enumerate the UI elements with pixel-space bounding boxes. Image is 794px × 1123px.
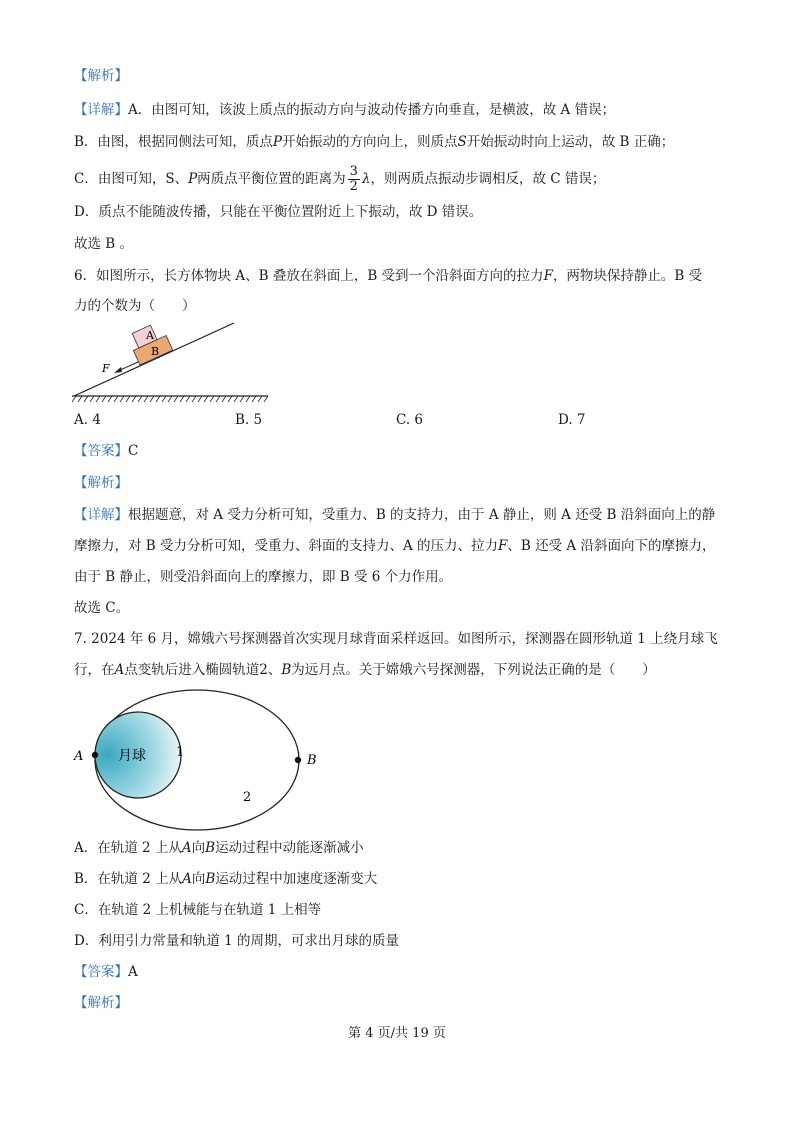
var-b: B xyxy=(205,840,216,856)
var-a: A xyxy=(181,840,192,856)
block-a-label: A xyxy=(146,329,154,342)
fraction-denominator: 2 xyxy=(349,179,358,194)
q6-choice-d: D. 7 xyxy=(558,412,586,428)
text: 摩擦力，对 B 受力分析可知，受重力、斜面的支持力、A 的压力、拉力 xyxy=(74,538,499,554)
var-f: F xyxy=(498,538,508,554)
text: 行，在 xyxy=(74,662,115,678)
q7-analysis-tag: 【解析】 xyxy=(74,995,128,1011)
q7-option-d: D．利用引力常量和轨道 1 的周期，可求出月球的质量 xyxy=(74,933,399,949)
fraction-numerator: 3 xyxy=(349,164,358,179)
q6-detail-1 xyxy=(74,505,715,525)
q7-option-c: C．在轨道 2 上机械能与在轨道 1 上相等 xyxy=(74,902,322,918)
text: 两质点平衡位置的距离为 xyxy=(197,171,346,187)
var-f: F xyxy=(543,268,553,284)
var-a: A xyxy=(182,871,192,887)
q7-option-b xyxy=(74,869,377,889)
q6-stem-1 xyxy=(74,266,702,286)
q7-option-a xyxy=(74,838,364,858)
point-b-label: B xyxy=(307,753,317,768)
q6-detail-2 xyxy=(74,536,715,556)
answer-value: A xyxy=(128,964,138,980)
q5-line-a-text: A．由图可知，该波上质点的振动方向与波动传播方向垂直，是横波，故 A 错误； xyxy=(128,102,616,118)
q6-stem-2: 力的个数为（ ） xyxy=(74,298,196,314)
text: B．在轨道 2 上从 xyxy=(74,871,183,887)
detail-tag: 【详解】 xyxy=(74,507,128,523)
text: A．在轨道 2 上从 xyxy=(74,840,182,856)
q6-conclusion: 故选 C。 xyxy=(74,600,130,616)
q5-detail-d: D．质点不能随波传播，只能在平衡位置附近上下振动，故 D 错误。 xyxy=(74,204,483,220)
text: C．由图可知，S、 xyxy=(74,171,189,187)
var-a: A xyxy=(114,662,125,678)
detail-tag: 【详解】 xyxy=(74,102,128,118)
q7-stem-2 xyxy=(74,660,656,680)
q5-detail-a xyxy=(74,100,615,120)
q6-detail-3: 由于 B 静止，则受沿斜面向上的摩擦力，即 B 受 6 个力作用。 xyxy=(74,569,453,585)
answer-value: C xyxy=(128,443,139,459)
answer-tag: 【答案】 xyxy=(74,964,128,980)
q5-detail-c xyxy=(74,165,605,194)
q7-answer xyxy=(74,962,138,982)
point-a-label: A xyxy=(74,749,84,764)
q5-detail-b xyxy=(74,132,674,152)
text: 点变轨后进入椭圆轨道2、 xyxy=(124,662,282,678)
ground-hatch xyxy=(72,396,268,402)
text: 向 xyxy=(191,840,206,856)
moon-label: 月球 xyxy=(118,748,146,764)
q6-analysis-tag: 【解析】 xyxy=(74,475,128,491)
incline-figure xyxy=(72,318,272,406)
text: 运动过程中加速度逐渐变大 xyxy=(215,871,378,887)
text: ，则两质点振动步调相反，故 C 错误； xyxy=(370,171,606,187)
block-b-label: B xyxy=(151,345,160,358)
q6-choice-c: C. 6 xyxy=(396,412,424,428)
orbit-2-label: 2 xyxy=(243,790,252,805)
force-arrowhead xyxy=(114,367,122,373)
page-footer: 第 4 页/共 19 页 xyxy=(348,1026,446,1041)
answer-tag: 【答案】 xyxy=(74,443,128,459)
q7-stem-1: 7. 2024 年 6 月，嫦娥六号探测器首次实现月球背面采样返回。如图所示，探测器在圆形轨道 1 上绕月球飞 xyxy=(74,631,718,647)
orbit-1-label: 1 xyxy=(176,745,185,760)
var-p: P xyxy=(188,171,198,187)
q6-choice-b: B. 5 xyxy=(235,412,263,428)
text: 为远月点。关于嫦娥六号探测器，下列说法正确的是（ ） xyxy=(291,662,656,678)
force-label: F xyxy=(102,362,110,375)
var-s: S xyxy=(457,134,467,150)
q6-choice-a: A. 4 xyxy=(74,412,101,428)
orbit-figure xyxy=(68,688,338,836)
fraction xyxy=(348,165,360,194)
q6-answer xyxy=(74,441,138,461)
var-b: B xyxy=(281,662,292,678)
analysis-tag: 【解析】 xyxy=(74,68,128,84)
text: 6．如图所示，长方体物块 A、B 叠放在斜面上，B 受到一个沿斜面方向的拉力 xyxy=(74,268,544,284)
text: B．由图，根据同侧法可知，质点 xyxy=(74,134,273,150)
text: 开始振动的方向向上，则质点 xyxy=(282,134,458,150)
text: 、B 还受 A 沿斜面向下的摩擦力， xyxy=(507,538,716,554)
var-b: B xyxy=(205,871,216,887)
text: 运动过程中动能逐渐减小 xyxy=(215,840,364,856)
text: 开始振动时向上运动，故 B 正确； xyxy=(466,134,675,150)
text: ，两物块保持静止。B 受 xyxy=(552,268,703,284)
text: 向 xyxy=(191,871,206,887)
var-p: P xyxy=(272,134,283,150)
point-b xyxy=(295,757,301,763)
text: 根据题意，对 A 受力分析可知，受重力、B 的支持力，由于 A 静止，则 A 还受 B 沿斜面向上的静 xyxy=(128,507,716,523)
var-lambda: λ xyxy=(361,171,371,187)
q5-conclusion: 故选 B 。 xyxy=(74,236,134,252)
point-a xyxy=(92,752,98,758)
